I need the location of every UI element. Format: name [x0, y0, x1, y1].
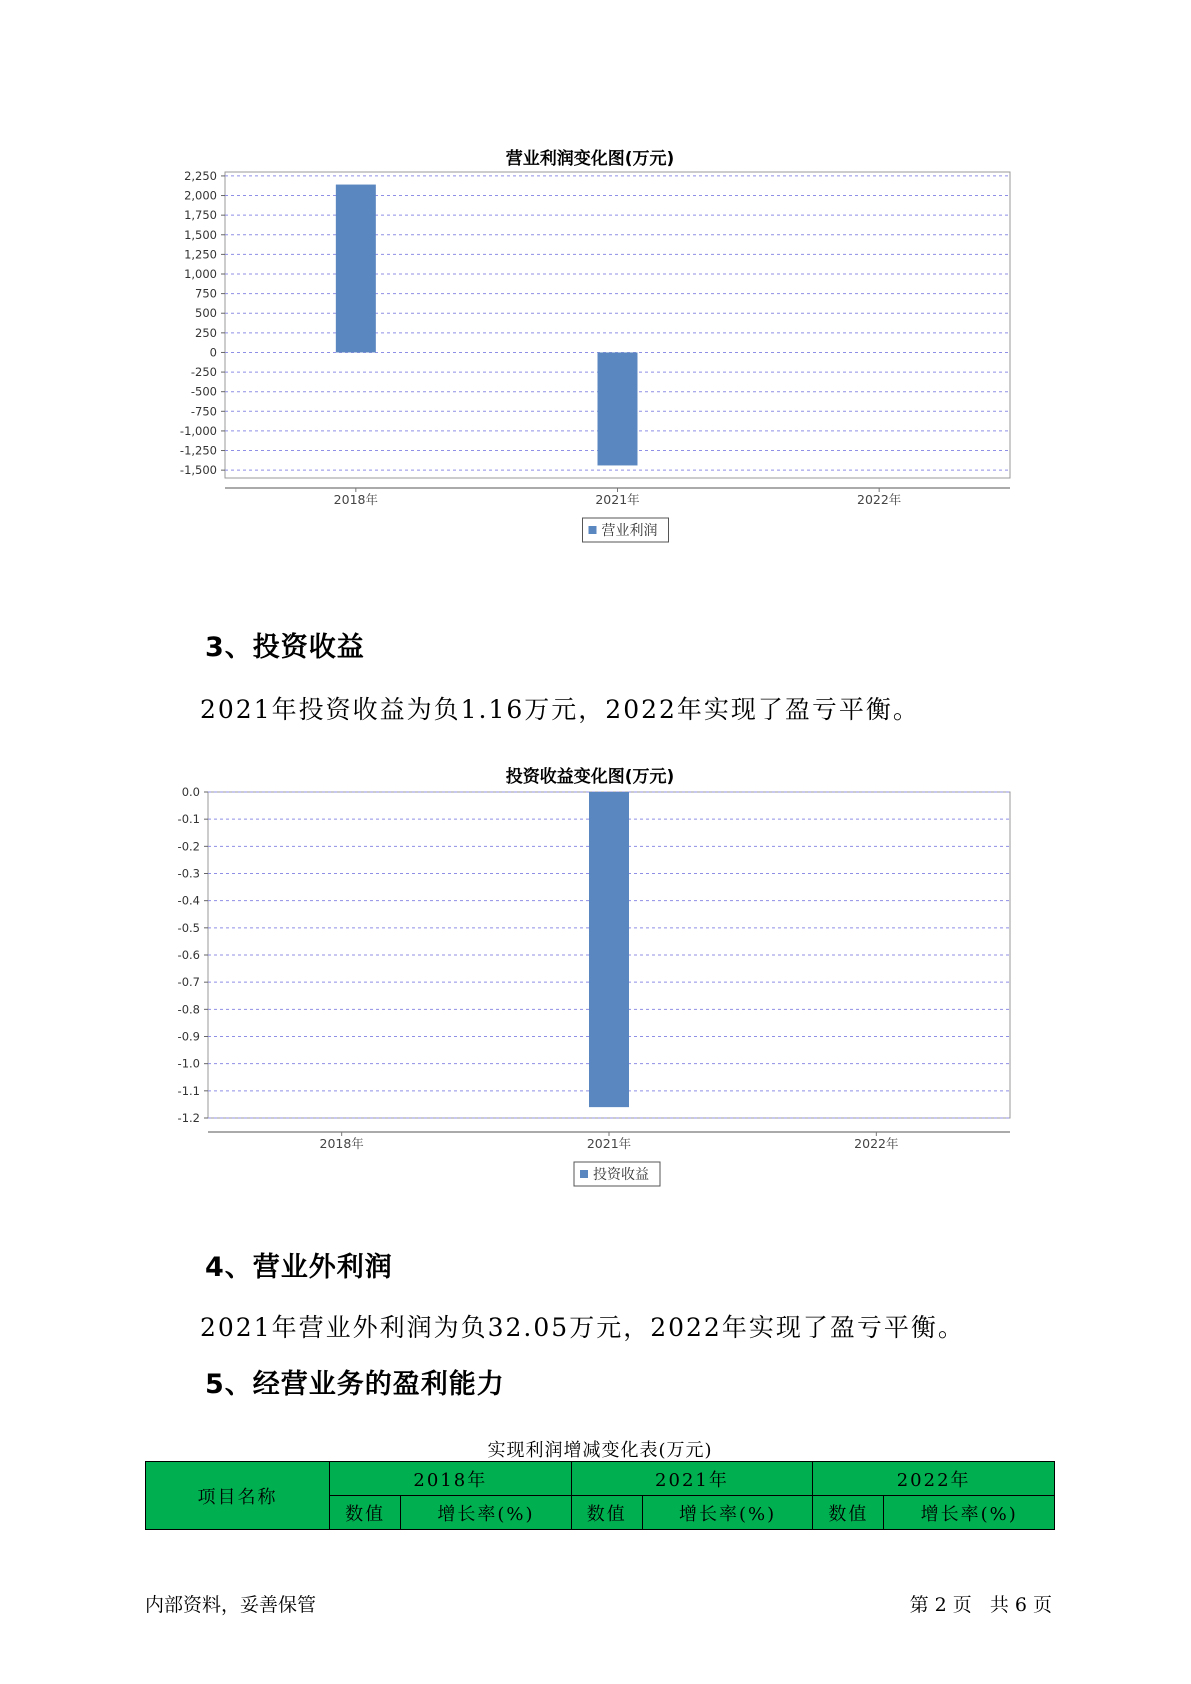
y-tick-label: 1,000 — [184, 267, 217, 281]
bar-2018年 — [336, 185, 376, 353]
y-tick-label: -0.8 — [177, 1002, 200, 1017]
section-3-heading: 3、投资收益 — [205, 632, 365, 663]
section-3-text: 2021年投资收益为负1.16万元，2022年实现了盈亏平衡。 — [200, 695, 920, 724]
y-tick-label: 1,500 — [184, 227, 217, 242]
x-tick-label: 2018年 — [319, 1136, 364, 1151]
x-tick-label: 2022年 — [854, 1136, 899, 1151]
y-tick-label: -0.4 — [177, 893, 200, 908]
y-tick-label: -500 — [190, 384, 217, 399]
y-tick-label: -1,500 — [179, 463, 217, 478]
y-tick-label: 1,750 — [184, 208, 217, 223]
chart-title: 投资收益变化图(万元) — [505, 767, 675, 787]
table-header-value: 数值 — [813, 1496, 884, 1530]
y-tick-label: -1,000 — [179, 423, 217, 438]
section-4-heading: 4、营业外利润 — [205, 1252, 393, 1283]
table-header-rate: 增长率(%) — [401, 1496, 571, 1530]
table-header-item: 项目名称 — [146, 1462, 330, 1530]
bar-2021年 — [598, 352, 638, 465]
operating-profit-chart — [150, 140, 1030, 595]
y-tick-label: 0 — [209, 345, 217, 360]
y-tick-label: -0.3 — [177, 866, 200, 881]
y-tick-label: -0.7 — [177, 975, 200, 990]
y-tick-label: -1,250 — [179, 443, 217, 458]
footer-page-number — [907, 1590, 1055, 1617]
profit-change-table — [145, 1461, 1055, 1530]
y-tick-label: -0.9 — [177, 1029, 200, 1044]
x-tick-label: 2018年 — [333, 492, 378, 507]
y-tick-label: -750 — [190, 404, 217, 419]
y-tick-label: 500 — [195, 306, 217, 321]
y-tick-label: 1,250 — [184, 247, 217, 262]
table-header-value: 数值 — [571, 1496, 642, 1530]
page-current: 2 — [934, 1594, 947, 1616]
x-tick-label: 2021年 — [595, 492, 640, 507]
table-header-year: 2021年 — [571, 1462, 813, 1496]
chart-canvas — [150, 140, 1030, 595]
y-tick-label: 0.0 — [181, 785, 200, 799]
table-header-year: 2022年 — [813, 1462, 1055, 1496]
footer-confidential: 内部资料，妥善保管 — [145, 1594, 317, 1616]
y-tick-label: 2,250 — [184, 168, 217, 183]
table-header-rate: 增长率(%) — [884, 1496, 1055, 1530]
legend-label: 营业利润 — [601, 523, 658, 539]
y-tick-label: -0.5 — [177, 920, 200, 935]
y-tick-label: -0.1 — [177, 812, 200, 827]
table-header-year: 2018年 — [330, 1462, 572, 1496]
bar-2021年 — [589, 792, 629, 1107]
y-tick-label: -0.2 — [177, 839, 200, 854]
y-tick-label: -1.0 — [177, 1056, 200, 1071]
table-caption: 实现利润增减变化表(万元) — [487, 1440, 713, 1461]
table-header-rate: 增长率(%) — [642, 1496, 812, 1530]
y-tick-label: -1.1 — [177, 1083, 200, 1098]
page-total: 6 — [1014, 1594, 1027, 1616]
investment-income-chart — [150, 758, 1030, 1213]
y-tick-label: -250 — [190, 365, 217, 380]
section-4-text: 2021年营业外利润为负32.05万元，2022年实现了盈亏平衡。 — [200, 1313, 965, 1342]
legend-label: 投资收益 — [593, 1167, 649, 1183]
legend-swatch — [589, 526, 597, 534]
page-prefix: 第 — [909, 1594, 929, 1616]
total-prefix: 共 — [989, 1594, 1009, 1616]
chart-title: 营业利润变化图(万元) — [505, 149, 675, 169]
x-tick-label: 2021年 — [586, 1136, 632, 1151]
y-tick-label: -0.6 — [177, 948, 200, 962]
chart-canvas — [150, 758, 1030, 1213]
page-mid: 页 — [952, 1594, 972, 1616]
y-tick-label: 750 — [195, 286, 217, 301]
y-tick-label: 2,000 — [184, 188, 217, 203]
y-tick-label: -1.2 — [177, 1111, 200, 1125]
page-suffix: 页 — [1032, 1594, 1052, 1616]
legend-swatch — [580, 1170, 588, 1178]
y-tick-label: 250 — [195, 325, 217, 340]
table-header-value: 数值 — [330, 1496, 401, 1530]
x-tick-label: 2022年 — [857, 492, 902, 507]
section-5-heading: 5、经营业务的盈利能力 — [205, 1369, 505, 1400]
